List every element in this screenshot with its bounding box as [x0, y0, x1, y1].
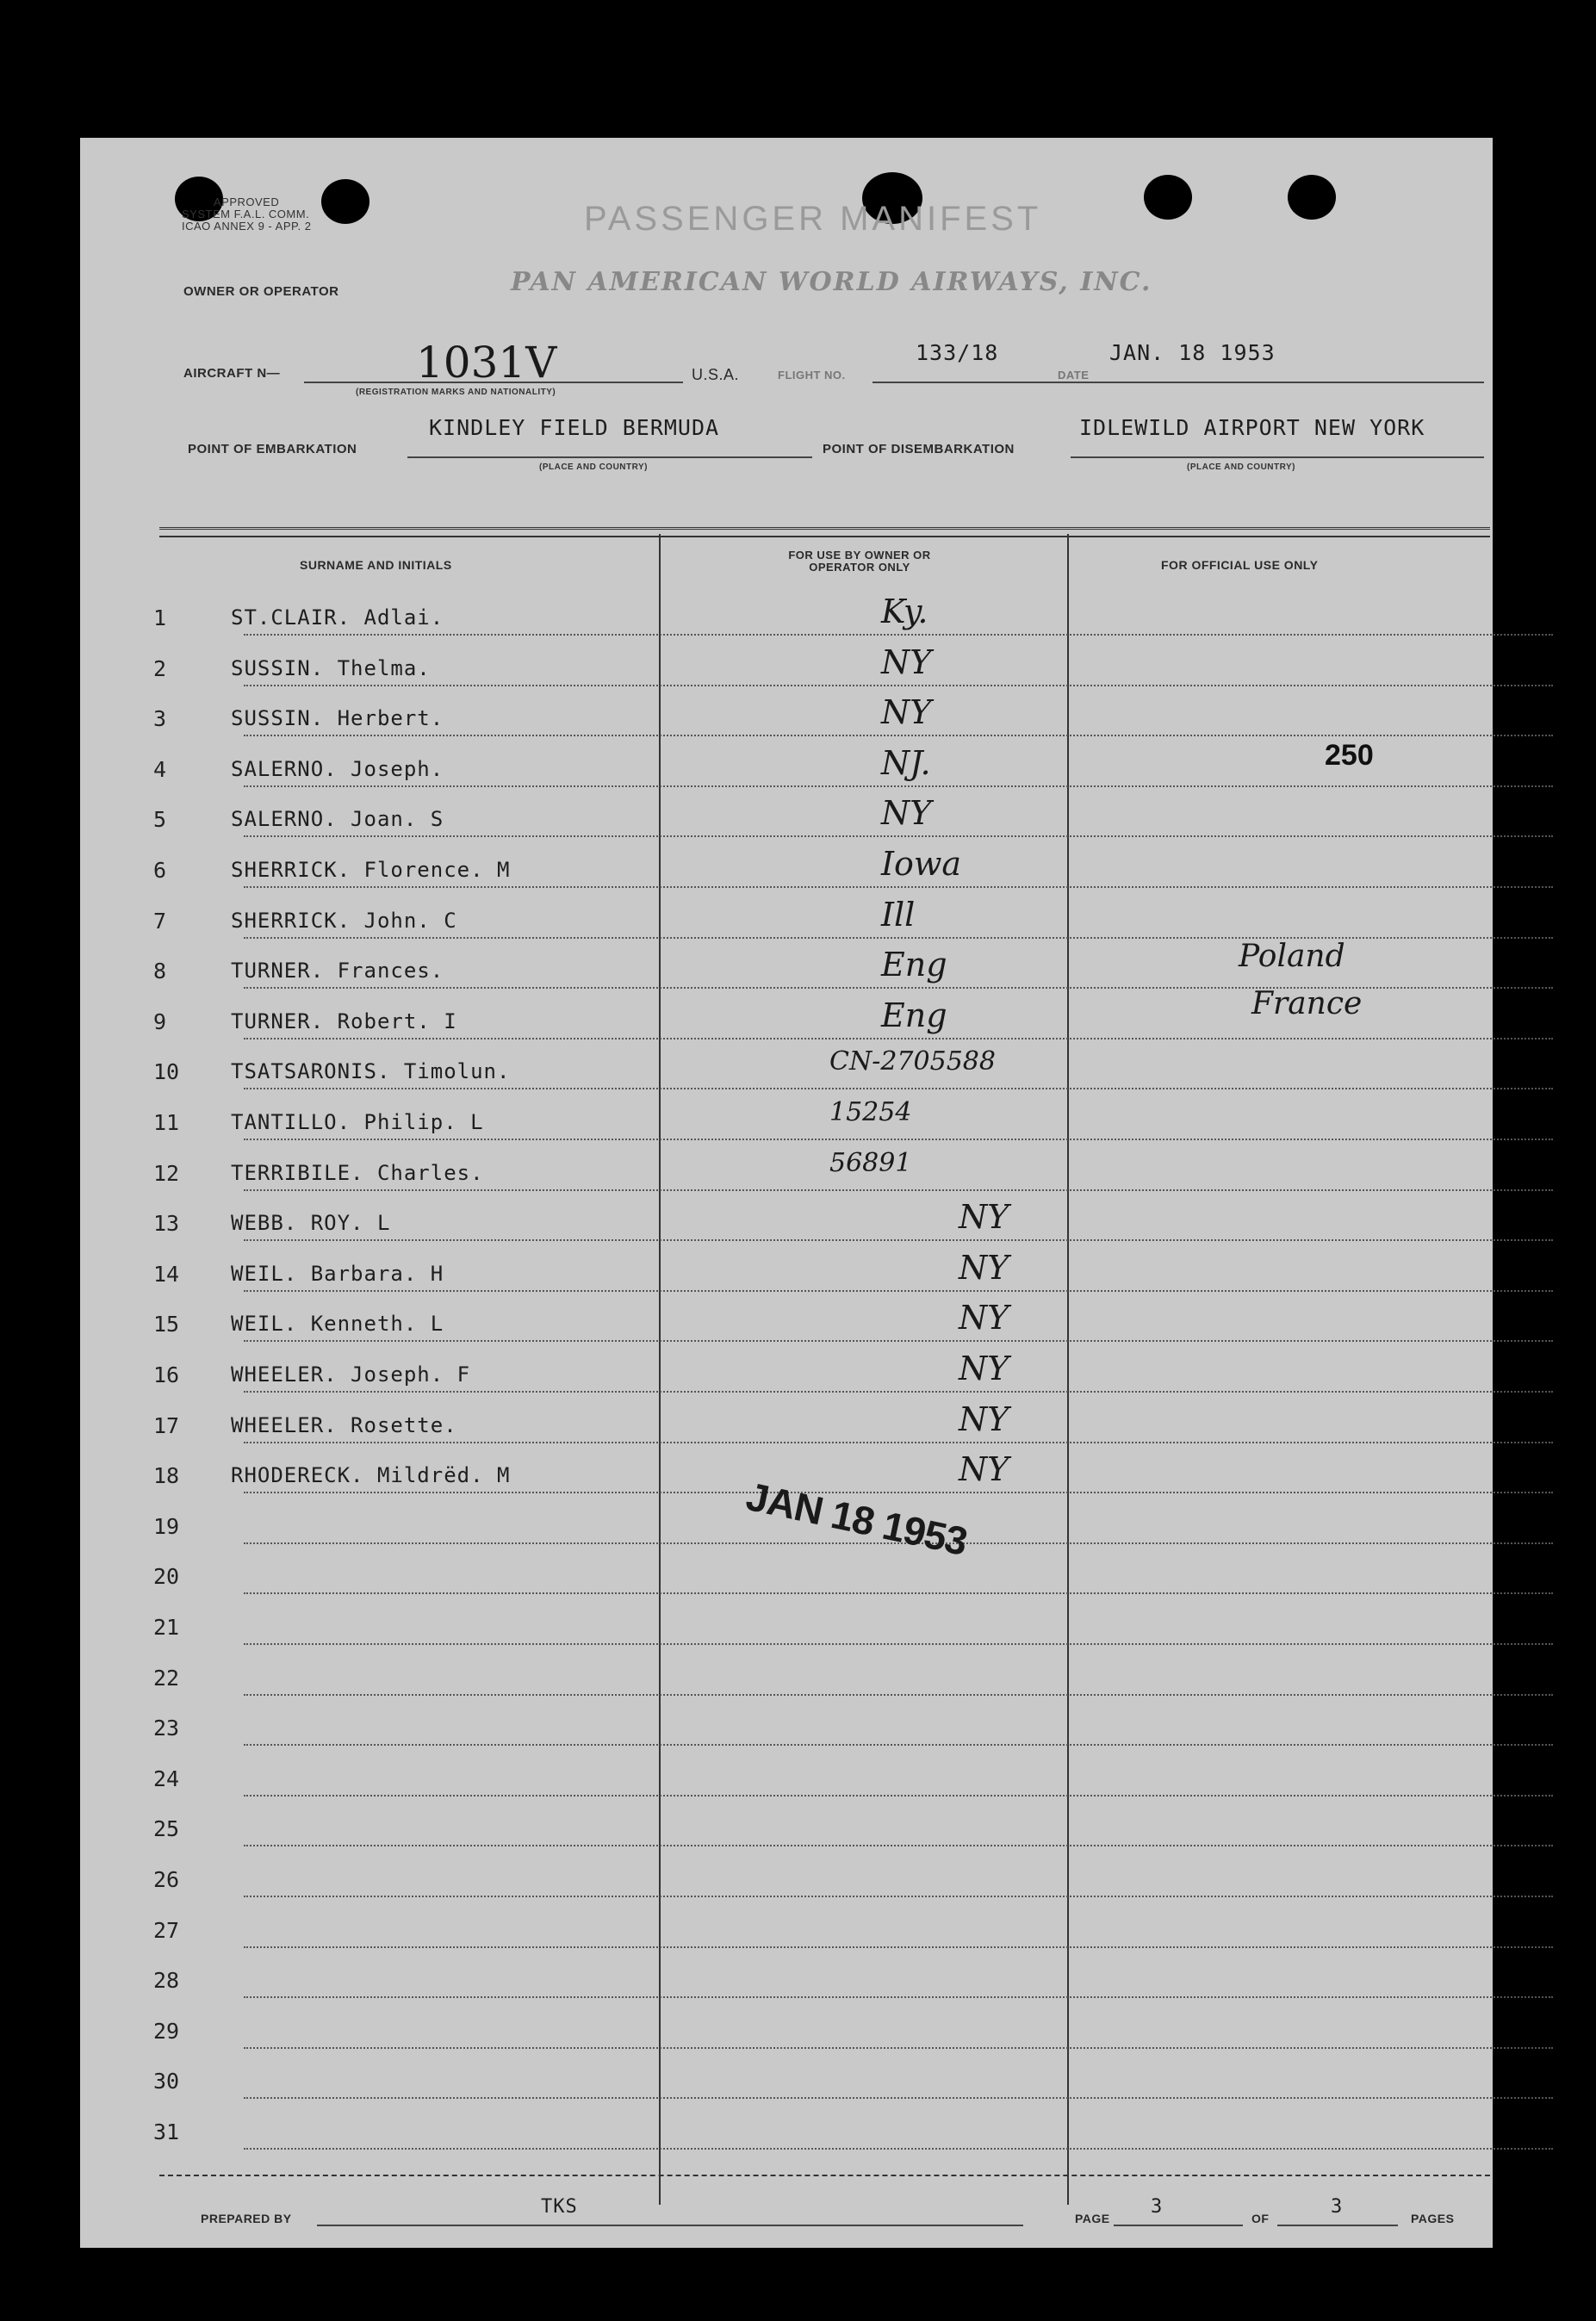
owner-note: Ill	[881, 895, 916, 934]
row-number: 24	[153, 1766, 180, 1791]
owner-note: NY	[959, 1299, 1009, 1337]
row-rule	[244, 1946, 1553, 1948]
row-number: 12	[153, 1160, 180, 1186]
embarkation-label: POINT OF EMBARKATION	[188, 442, 357, 456]
owner-note: Eng	[881, 996, 947, 1034]
official-note-row9: France	[1251, 986, 1363, 1021]
passenger-name: TSATSARONIS. Timolun.	[231, 1059, 511, 1084]
passenger-name: TURNER. Robert. I	[231, 1008, 457, 1033]
footer-rule	[159, 2175, 1490, 2176]
row-number: 11	[153, 1110, 180, 1135]
row-rule	[244, 1744, 1553, 1746]
passenger-name: SHERRICK. Florence. M	[231, 858, 511, 882]
owner-label: OWNER OR OPERATOR	[183, 284, 339, 299]
row-rule	[244, 1492, 1553, 1493]
owner-note: Ky.	[881, 593, 928, 630]
owner-use-column-header: FOR USE BY OWNER OR OPERATOR ONLY	[788, 549, 931, 574]
embarkation-caption: (PLACE AND COUNTRY)	[539, 462, 648, 472]
row-rule	[244, 2097, 1553, 2099]
row-number: 23	[153, 1716, 180, 1741]
prepared-by-label: PREPARED BY	[201, 2212, 292, 2225]
page-number: 3	[1151, 2196, 1164, 2218]
row-number: 31	[153, 2119, 180, 2144]
punch-hole	[1144, 175, 1192, 220]
flight-underline	[873, 382, 1096, 383]
passenger-name: TURNER. Frances.	[231, 959, 444, 984]
passenger-name: TANTILLO. Philip. L	[231, 1110, 484, 1134]
aircraft-number: 1031V	[416, 338, 557, 388]
row-number: 22	[153, 1665, 180, 1691]
owner-note: 56891	[829, 1147, 912, 1178]
aircraft-label: AIRCRAFT N—	[183, 366, 281, 381]
approval-line: SYSTEM F.A.L. COMM.	[182, 208, 310, 220]
row-rule	[244, 1592, 1553, 1594]
row-rule	[244, 1038, 1553, 1039]
passenger-name: SUSSIN. Thelma.	[231, 655, 431, 680]
row-rule	[244, 1340, 1553, 1342]
owner-note: CN-2705588	[829, 1046, 996, 1077]
row-number: 29	[153, 2018, 180, 2044]
row-rule	[244, 1845, 1553, 1846]
row-rule	[244, 886, 1553, 888]
aircraft-underline	[304, 382, 683, 383]
of-label: OF	[1251, 2212, 1270, 2225]
row-number: 8	[153, 959, 167, 984]
passenger-name: SHERRICK. John. C	[231, 908, 457, 933]
row-number: 28	[153, 1968, 180, 1994]
row-rule	[244, 785, 1553, 787]
disembarkation-underline	[1071, 456, 1484, 458]
row-rule	[244, 2148, 1553, 2150]
row-rule	[244, 1189, 1553, 1191]
owner-note: NY	[959, 1450, 1009, 1489]
row-number: 3	[153, 706, 167, 732]
passenger-name: WHEELER. Rosette.	[231, 1412, 457, 1437]
page-underline	[1114, 2225, 1243, 2226]
passenger-name: RHODERECK. Mildrëd. M	[231, 1463, 511, 1488]
header-rule	[159, 527, 1490, 530]
owner-note: Eng	[881, 946, 947, 984]
page-label: PAGE	[1075, 2212, 1110, 2225]
punch-hole	[1288, 175, 1336, 220]
row-rule	[244, 1442, 1553, 1443]
row-number: 1	[153, 605, 167, 630]
page-total: 3	[1331, 2196, 1344, 2218]
row-rule	[244, 1996, 1553, 1998]
row-rule	[244, 1694, 1553, 1696]
embarkation-underline	[407, 456, 812, 458]
row-number: 17	[153, 1412, 180, 1438]
registration-caption: (REGISTRATION MARKS AND NATIONALITY)	[356, 388, 556, 397]
passenger-name: SUSSIN. Herbert.	[231, 706, 444, 731]
row-number: 19	[153, 1513, 180, 1539]
date-stamp: JAN 18 1953	[742, 1473, 972, 1564]
row-rule	[244, 2047, 1553, 2049]
row-number: 27	[153, 1917, 180, 1943]
row-number: 6	[153, 858, 167, 883]
company-name: PAN AMERICAN WORLD AIRWAYS, INC.	[511, 267, 1152, 297]
row-number: 13	[153, 1211, 180, 1237]
owner-note: NY	[881, 693, 932, 732]
flight-label: FLIGHT NO.	[778, 369, 846, 382]
form-title: PASSENGER MANIFEST	[584, 200, 1042, 238]
owner-note: NY	[959, 1350, 1009, 1387]
disembarkation-caption: (PLACE AND COUNTRY)	[1187, 462, 1295, 472]
owner-note: NJ.	[881, 743, 931, 782]
owner-note: 15254	[829, 1097, 912, 1127]
row-number: 18	[153, 1463, 180, 1489]
passenger-name: WEIL. Barbara. H	[231, 1261, 444, 1286]
row-rule	[244, 735, 1553, 736]
passenger-name: WEIL. Kenneth. L	[231, 1312, 444, 1337]
row-number: 30	[153, 2069, 180, 2094]
row-rule	[244, 835, 1553, 837]
row-rule	[244, 1896, 1553, 1897]
passenger-name: SALERNO. Joan. S	[231, 807, 444, 832]
row-rule	[244, 634, 1553, 636]
official-use-column-header: FOR OFFICIAL USE ONLY	[1161, 558, 1319, 572]
row-number: 25	[153, 1816, 180, 1842]
owner-note: NY	[959, 1399, 1009, 1438]
row-number: 20	[153, 1564, 180, 1590]
row-number: 26	[153, 1867, 180, 1892]
header-rule	[159, 536, 1490, 537]
row-number: 10	[153, 1059, 180, 1085]
row-number: 21	[153, 1615, 180, 1640]
flight-date: JAN. 18 1953	[1109, 340, 1276, 365]
flight-number: 133/18	[916, 340, 999, 365]
row-number: 16	[153, 1362, 180, 1387]
row-number: 14	[153, 1261, 180, 1287]
of-underline	[1277, 2225, 1398, 2226]
row-rule	[244, 685, 1553, 686]
passenger-name: WEBB. ROY. L	[231, 1211, 391, 1236]
official-count-mark: 250	[1325, 739, 1374, 772]
punch-hole	[321, 179, 370, 224]
owner-note: NY	[959, 1198, 1009, 1237]
row-rule	[244, 1795, 1553, 1797]
passenger-name: TERRIBILE. Charles.	[231, 1160, 484, 1185]
approval-line: APPROVED	[214, 195, 280, 208]
prepared-by-value: TKS	[541, 2196, 578, 2218]
passenger-name: SALERNO. Joseph.	[231, 756, 444, 781]
passenger-name: WHEELER. Joseph. F	[231, 1362, 471, 1387]
row-number: 9	[153, 1008, 167, 1034]
official-note-row8: Poland	[1239, 939, 1345, 974]
row-rule	[244, 1290, 1553, 1292]
row-rule	[244, 1391, 1553, 1393]
date-label: DATE	[1058, 369, 1090, 382]
date-underline	[1096, 382, 1484, 383]
row-rule	[244, 1643, 1553, 1645]
owner-note: NY	[959, 1248, 1009, 1287]
passenger-name: ST.CLAIR. Adlai.	[231, 605, 444, 630]
row-number: 15	[153, 1312, 180, 1337]
row-number: 5	[153, 807, 167, 833]
usa-label: U.S.A.	[692, 366, 740, 383]
row-number: 4	[153, 756, 167, 782]
owner-note: NY	[881, 794, 932, 833]
disembarkation-label: POINT OF DISEMBARKATION	[823, 442, 1015, 456]
row-rule	[244, 1239, 1553, 1241]
manifest-sheet	[80, 138, 1493, 2248]
approval-line: ICAO ANNEX 9 - APP. 2	[182, 220, 312, 233]
owner-note: NY	[881, 642, 932, 681]
row-number: 7	[153, 908, 167, 934]
embarkation-place: KINDLEY FIELD BERMUDA	[429, 415, 720, 440]
owner-note: Iowa	[881, 845, 962, 883]
row-number: 2	[153, 655, 167, 681]
prepared-underline	[317, 2225, 1023, 2226]
row-rule	[244, 1139, 1553, 1140]
surname-column-header: SURNAME AND INITIALS	[300, 558, 452, 572]
row-rule	[244, 1088, 1553, 1089]
row-rule	[244, 937, 1553, 939]
disembarkation-place: IDLEWILD AIRPORT NEW YORK	[1079, 415, 1425, 440]
pages-label: PAGES	[1411, 2212, 1455, 2225]
